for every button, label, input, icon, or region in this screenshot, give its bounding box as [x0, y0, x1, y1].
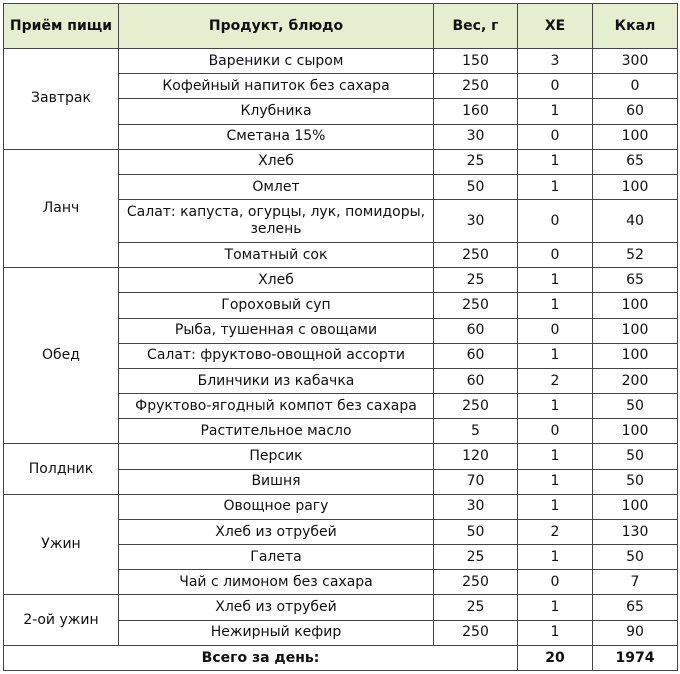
weight-cell: 60 — [434, 368, 518, 393]
kcal-cell: 65 — [593, 595, 678, 620]
xe-cell: 1 — [518, 469, 593, 494]
header-product: Продукт, блюдо — [119, 4, 434, 49]
product-cell: Вареники с сыром — [119, 49, 434, 74]
kcal-cell: 50 — [593, 394, 678, 419]
total-row — [4, 646, 678, 671]
xe-cell: 0 — [518, 318, 593, 343]
xe-cell: 1 — [518, 149, 593, 174]
product-cell: Рыба, тушенная с овощами — [119, 318, 434, 343]
product-cell: Фруктово-ягодный компот без сахара — [119, 394, 434, 419]
xe-cell: 0 — [518, 200, 593, 243]
xe-cell: 1 — [518, 174, 593, 199]
table-row — [4, 49, 678, 74]
weight-cell: 250 — [434, 620, 518, 645]
kcal-cell: 60 — [593, 99, 678, 124]
meal-name: Завтрак — [4, 49, 119, 150]
kcal-cell: 100 — [593, 293, 678, 318]
weight-cell: 50 — [434, 519, 518, 544]
weight-cell: 60 — [434, 343, 518, 368]
weight-cell: 25 — [434, 595, 518, 620]
table-body — [4, 49, 678, 646]
meal-name: Ланч — [4, 149, 119, 268]
xe-cell: 1 — [518, 494, 593, 519]
xe-cell: 1 — [518, 545, 593, 570]
product-cell: Чай с лимоном без сахара — [119, 570, 434, 595]
weight-cell: 150 — [434, 49, 518, 74]
kcal-cell: 7 — [593, 570, 678, 595]
kcal-cell: 90 — [593, 620, 678, 645]
header-kcal: Ккал — [593, 4, 678, 49]
weight-cell: 250 — [434, 74, 518, 99]
product-cell: Растительное масло — [119, 419, 434, 444]
weight-cell: 30 — [434, 124, 518, 149]
kcal-cell: 100 — [593, 318, 678, 343]
kcal-cell: 50 — [593, 469, 678, 494]
kcal-cell: 100 — [593, 494, 678, 519]
total-label: Всего за день: — [4, 646, 518, 671]
header-meal: Приём пищи — [4, 4, 119, 49]
product-cell: Хлеб из отрубей — [119, 519, 434, 544]
weight-cell: 5 — [434, 419, 518, 444]
kcal-cell: 100 — [593, 174, 678, 199]
kcal-cell: 40 — [593, 200, 678, 243]
kcal-cell: 100 — [593, 124, 678, 149]
product-cell: Салат: капуста, огурцы, лук, помидоры, зелень — [119, 200, 434, 243]
weight-cell: 25 — [434, 149, 518, 174]
product-cell: Вишня — [119, 469, 434, 494]
xe-cell: 0 — [518, 419, 593, 444]
weight-cell: 25 — [434, 545, 518, 570]
table-row — [4, 149, 678, 174]
product-cell: Гороховый суп — [119, 293, 434, 318]
kcal-cell: 50 — [593, 545, 678, 570]
product-cell: Хлеб — [119, 268, 434, 293]
xe-cell: 1 — [518, 620, 593, 645]
xe-cell: 1 — [518, 293, 593, 318]
product-cell: Хлеб — [119, 149, 434, 174]
xe-cell: 0 — [518, 243, 593, 268]
kcal-cell: 300 — [593, 49, 678, 74]
kcal-cell: 65 — [593, 268, 678, 293]
kcal-cell: 65 — [593, 149, 678, 174]
total-xe: 20 — [518, 646, 593, 671]
xe-cell: 1 — [518, 444, 593, 469]
weight-cell: 25 — [434, 268, 518, 293]
weight-cell: 250 — [434, 570, 518, 595]
table-row — [4, 494, 678, 519]
kcal-cell: 130 — [593, 519, 678, 544]
weight-cell: 50 — [434, 174, 518, 199]
xe-cell: 2 — [518, 519, 593, 544]
kcal-cell: 200 — [593, 368, 678, 393]
xe-cell: 1 — [518, 343, 593, 368]
product-cell: Овощное рагу — [119, 494, 434, 519]
xe-cell: 1 — [518, 394, 593, 419]
total-kcal: 1974 — [593, 646, 678, 671]
xe-cell: 2 — [518, 368, 593, 393]
kcal-cell: 100 — [593, 419, 678, 444]
kcal-cell: 100 — [593, 343, 678, 368]
meal-name: Ужин — [4, 494, 119, 595]
weight-cell: 250 — [434, 394, 518, 419]
product-cell: Томатный сок — [119, 243, 434, 268]
product-cell: Клубника — [119, 99, 434, 124]
xe-cell: 1 — [518, 595, 593, 620]
kcal-cell: 0 — [593, 74, 678, 99]
product-cell: Сметана 15% — [119, 124, 434, 149]
xe-cell: 3 — [518, 49, 593, 74]
product-cell: Нежирный кефир — [119, 620, 434, 645]
product-cell: Персик — [119, 444, 434, 469]
weight-cell: 250 — [434, 243, 518, 268]
weight-cell: 160 — [434, 99, 518, 124]
header-xe: ХЕ — [518, 4, 593, 49]
weight-cell: 70 — [434, 469, 518, 494]
meal-name: 2-ой ужин — [4, 595, 119, 646]
product-cell: Салат: фруктово-овощной ассорти — [119, 343, 434, 368]
weight-cell: 60 — [434, 318, 518, 343]
kcal-cell: 52 — [593, 243, 678, 268]
product-cell: Блинчики из кабачка — [119, 368, 434, 393]
table-row — [4, 444, 678, 469]
weight-cell: 30 — [434, 200, 518, 243]
product-cell: Галета — [119, 545, 434, 570]
xe-cell: 0 — [518, 124, 593, 149]
header-row — [4, 4, 678, 49]
xe-cell: 1 — [518, 99, 593, 124]
kcal-cell: 50 — [593, 444, 678, 469]
meal-name: Полдник — [4, 444, 119, 494]
xe-cell: 0 — [518, 570, 593, 595]
weight-cell: 250 — [434, 293, 518, 318]
header-weight: Вес, г — [434, 4, 518, 49]
table-row — [4, 268, 678, 293]
product-cell: Хлеб из отрубей — [119, 595, 434, 620]
xe-cell: 0 — [518, 74, 593, 99]
xe-cell: 1 — [518, 268, 593, 293]
table-row — [4, 595, 678, 620]
product-cell: Омлет — [119, 174, 434, 199]
meal-name: Обед — [4, 268, 119, 444]
product-cell: Кофейный напиток без сахара — [119, 74, 434, 99]
weight-cell: 30 — [434, 494, 518, 519]
diet-table — [3, 3, 678, 671]
weight-cell: 120 — [434, 444, 518, 469]
